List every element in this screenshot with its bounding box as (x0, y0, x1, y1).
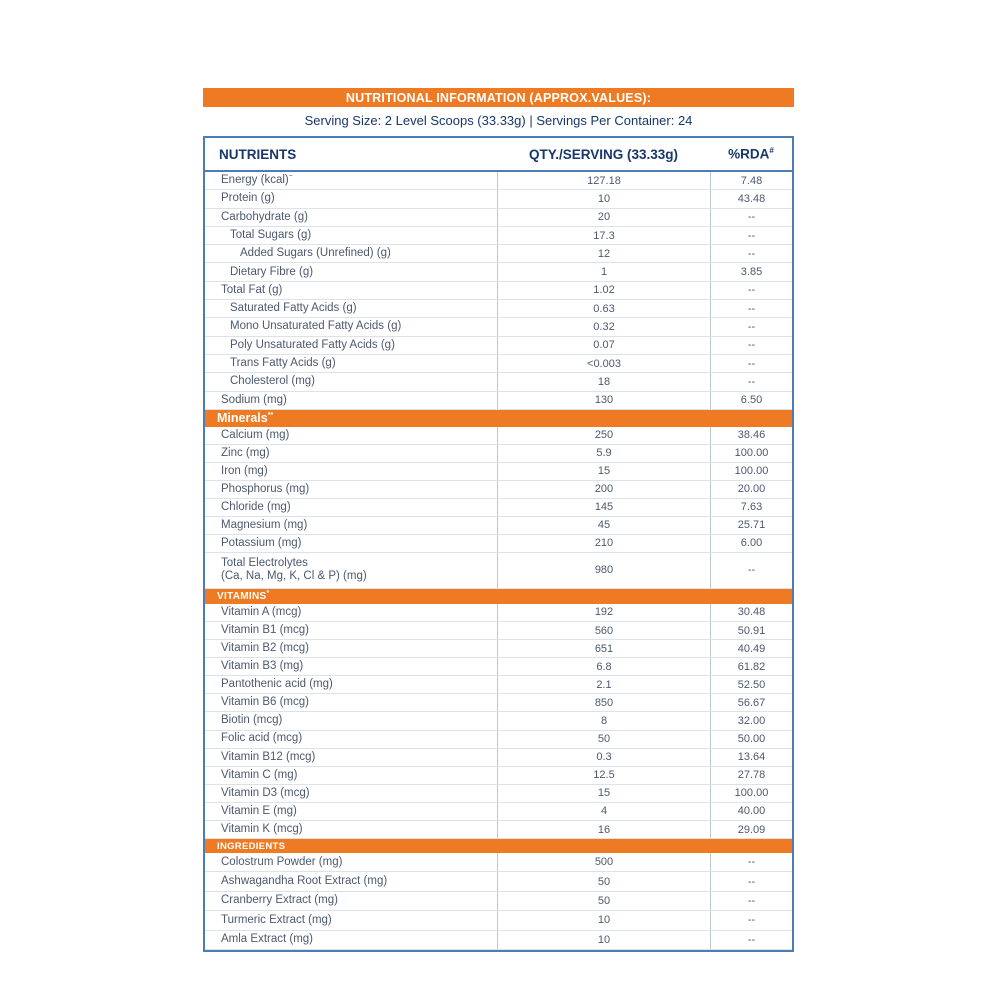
rda-value: -- (710, 931, 792, 949)
rda-value: 27.78 (710, 767, 792, 784)
rda-value: 56.67 (710, 694, 792, 711)
qty-value: 560 (497, 622, 710, 639)
table-body (205, 172, 792, 950)
table-row (205, 427, 792, 445)
table-row (205, 911, 792, 930)
qty-value: 50 (497, 731, 710, 748)
header-rda (710, 146, 792, 162)
rda-value: -- (710, 318, 792, 335)
section-macros (205, 172, 792, 410)
table-row (205, 517, 792, 535)
rda-value: 6.50 (710, 392, 792, 409)
rda-value: -- (710, 872, 792, 890)
qty-value: 1 (497, 263, 710, 280)
nutrient-label: Phosphorus (mg) (221, 482, 310, 495)
nutrition-table (203, 136, 794, 952)
nutrient-label: Vitamin B2 (mcg) (221, 641, 309, 654)
nutrient-label: Vitamin B12 (mcg) (221, 750, 316, 763)
nutrient-label: Zinc (mg) (221, 446, 270, 459)
qty-value: 127.18 (497, 172, 710, 189)
qty-value: 850 (497, 694, 710, 711)
qty-value: 10 (497, 931, 710, 949)
nutrient-label: Vitamin C (mg) (221, 768, 298, 781)
nutrient-label: Cholesterol (mg) (230, 375, 315, 388)
nutrient-label: Energy (kcal)~ (221, 173, 293, 187)
qty-value: 17.3 (497, 227, 710, 244)
qty-value: 15 (497, 785, 710, 802)
qty-value: 200 (497, 481, 710, 498)
table-row (205, 499, 792, 517)
table-row (205, 245, 792, 263)
rda-value: -- (710, 355, 792, 372)
rda-value: -- (710, 911, 792, 929)
table-row (205, 712, 792, 730)
rda-value: 20.00 (710, 481, 792, 498)
table-row (205, 300, 792, 318)
table-row (205, 821, 792, 839)
qty-value: 651 (497, 640, 710, 657)
table-row (205, 392, 792, 410)
qty-value: 15 (497, 463, 710, 480)
rda-value: -- (710, 282, 792, 299)
title-bar-text: NUTRITIONAL INFORMATION (APPROX.VALUES): (345, 90, 652, 105)
table-row (205, 463, 792, 481)
rda-value: 40.00 (710, 803, 792, 820)
header-qty-serving: QTY./SERVING (33.33g) (528, 146, 679, 162)
nutrient-label: Vitamin A (mcg) (221, 605, 302, 618)
rda-value: -- (710, 373, 792, 390)
qty-value: 45 (497, 517, 710, 534)
section-bar-label: VITAMINS (217, 590, 267, 602)
nutrition-label (203, 88, 794, 952)
qty-value: 12.5 (497, 767, 710, 784)
header-rda-footnote: # (769, 146, 774, 156)
table-row (205, 803, 792, 821)
rda-value: -- (710, 553, 792, 588)
nutrient-label: Mono Unsaturated Fatty Acids (g) (230, 320, 402, 333)
qty-value: 20 (497, 209, 710, 226)
table-row (205, 227, 792, 245)
table-row (205, 749, 792, 767)
qty-value: 12 (497, 245, 710, 262)
nutrient-label: Carbohydrate (g) (221, 210, 308, 223)
qty-value: 250 (497, 427, 710, 444)
section-bar-label: INGREDIENTS (217, 840, 286, 852)
nutrient-label: Cranberry Extract (mg) (221, 894, 338, 907)
nutrient-label: Magnesium (mg) (221, 518, 308, 531)
nutrient-label: Vitamin B6 (mcg) (221, 696, 309, 709)
section-bar-ingredients (205, 839, 792, 853)
qty-value: 18 (497, 373, 710, 390)
table-row (205, 355, 792, 373)
nutrient-label: Folic acid (mcg) (221, 732, 303, 745)
section-bar-label: Minerals (217, 411, 268, 426)
table-row (205, 694, 792, 712)
title-bar (203, 88, 794, 107)
section-bar-minerals: Minerals ** (205, 410, 792, 427)
section-ingredients (205, 839, 792, 950)
qty-value: 50 (497, 892, 710, 910)
nutrient-label: Biotin (mcg) (221, 714, 283, 727)
nutrient-label: Trans Fatty Acids (g) (230, 357, 336, 369)
rda-value: 32.00 (710, 712, 792, 729)
rda-value: 7.48 (710, 172, 792, 189)
nutrient-label: Vitamin B1 (mcg) (221, 623, 309, 636)
section-minerals (205, 410, 792, 589)
table-row (205, 931, 792, 950)
nutrient-label: Pantothenic acid (mg) (221, 678, 333, 691)
nutrient-label: Calcium (mg) (221, 428, 290, 441)
nutrient-label: Vitamin B3 (mg) (221, 660, 304, 673)
rda-value: 30.48 (710, 604, 792, 621)
qty-value: 2.1 (497, 676, 710, 693)
rda-value: -- (710, 227, 792, 244)
table-row (205, 282, 792, 300)
rda-value: -- (710, 245, 792, 262)
rda-value: 100.00 (710, 785, 792, 802)
rda-value: 40.49 (710, 640, 792, 657)
table-row (205, 190, 792, 208)
rda-value: 50.91 (710, 622, 792, 639)
rda-value: 61.82 (710, 658, 792, 675)
nutrient-label: Chloride (mg) (221, 500, 291, 513)
qty-value: <0.003 (497, 355, 710, 372)
rda-value: -- (710, 337, 792, 354)
qty-value: 145 (497, 499, 710, 516)
nutrient-label: Saturated Fatty Acids (g) (230, 302, 357, 315)
qty-value: 10 (497, 190, 710, 207)
nutrient-label: Sodium (mg) (221, 393, 287, 406)
nutrient-label: Colostrum Powder (mg) (221, 855, 343, 868)
table-row (205, 731, 792, 749)
rda-value: 52.50 (710, 676, 792, 693)
table-header-row (205, 138, 792, 172)
nutrient-label: Ashwagandha Root Extract (mg) (221, 875, 388, 888)
qty-value: 1.02 (497, 282, 710, 299)
nutrient-label: Potassium (mg) (221, 536, 302, 549)
table-row (205, 622, 792, 640)
table-row (205, 640, 792, 658)
qty-value: 192 (497, 604, 710, 621)
table-row (205, 658, 792, 676)
qty-value: 0.07 (497, 337, 710, 354)
nutrient-label: Protein (g) (221, 192, 275, 205)
rda-value: -- (710, 853, 792, 871)
qty-value: 500 (497, 853, 710, 871)
qty-value: 210 (497, 535, 710, 552)
rda-value: -- (710, 892, 792, 910)
table-row (205, 481, 792, 499)
table-row (205, 373, 792, 391)
rda-value: 13.64 (710, 749, 792, 766)
nutrient-label: Poly Unsaturated Fatty Acids (g) (230, 338, 395, 351)
table-row (205, 337, 792, 355)
table-row (205, 172, 792, 190)
table-row (205, 318, 792, 336)
header-rda-text: %RDA (728, 146, 770, 162)
rda-value: -- (710, 209, 792, 226)
table-row (205, 785, 792, 803)
rda-value: -- (710, 300, 792, 317)
rda-value: 100.00 (710, 445, 792, 462)
section-vitamins (205, 589, 792, 839)
qty-value: 4 (497, 803, 710, 820)
qty-value: 8 (497, 712, 710, 729)
table-row (205, 604, 792, 622)
nutrient-label: Vitamin K (mcg) (221, 822, 303, 835)
table-row (205, 853, 792, 872)
table-row (205, 445, 792, 463)
nutrient-label: Dietary Fibre (g) (230, 265, 314, 278)
nutrient-label: Amla Extract (mg) (221, 933, 314, 946)
nutrient-label: Added Sugars (Unrefined) (g) (240, 247, 391, 260)
qty-value: 5.9 (497, 445, 710, 462)
rda-value: 100.00 (710, 463, 792, 480)
qty-value: 0.63 (497, 300, 710, 317)
header-nutrients: NUTRIENTS (219, 146, 297, 162)
nutrient-label: Vitamin E (mg) (221, 804, 297, 817)
nutrient-label: Turmeric Extract (mg) (221, 913, 332, 926)
rda-value: 7.63 (710, 499, 792, 516)
nutrient-label: Iron (mg) (221, 464, 268, 477)
qty-value: 980 (497, 553, 710, 588)
rda-value: 43.48 (710, 190, 792, 207)
rda-value: 50.00 (710, 731, 792, 748)
qty-value: 0.32 (497, 318, 710, 335)
nutrient-label: Total Fat (g) (221, 283, 283, 296)
rda-value: 38.46 (710, 427, 792, 444)
rda-value: 6.00 (710, 535, 792, 552)
rda-value: 25.71 (710, 517, 792, 534)
table-row (205, 535, 792, 553)
qty-value: 0.3 (497, 749, 710, 766)
qty-value: 6.8 (497, 658, 710, 675)
table-row (205, 676, 792, 694)
nutrient-label: Vitamin D3 (mcg) (221, 786, 310, 799)
table-row (205, 553, 792, 589)
qty-value: 16 (497, 821, 710, 838)
table-row (205, 892, 792, 911)
table-row (205, 263, 792, 281)
qty-value: 130 (497, 392, 710, 409)
qty-value: 50 (497, 872, 710, 890)
table-row (205, 209, 792, 227)
qty-value: 10 (497, 911, 710, 929)
serving-size-line: Serving Size: 2 Level Scoops (33.33g) | Servings Per Container: 24 (304, 113, 693, 128)
section-bar-vitamins: VITAMINS * (205, 589, 792, 604)
nutrient-label: Total Sugars (g) (230, 228, 312, 241)
table-row (205, 767, 792, 785)
rda-value: 3.85 (710, 263, 792, 280)
nutrient-label: Total Electrolytes (Ca, Na, Mg, K, Cl & P) (mg) (221, 557, 367, 583)
table-row (205, 872, 792, 891)
rda-value: 29.09 (710, 821, 792, 838)
